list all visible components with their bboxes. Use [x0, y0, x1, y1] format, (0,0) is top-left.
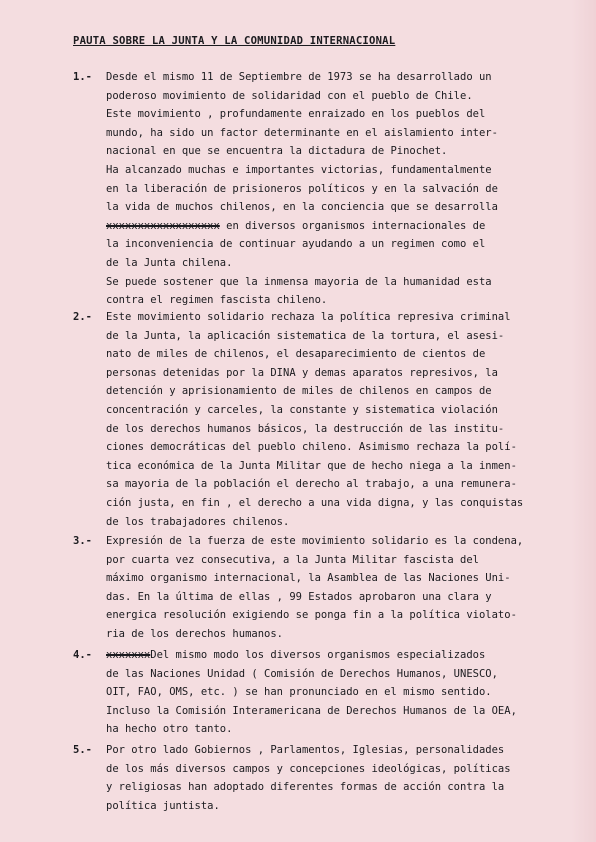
text-line: Incluso la Comisión Interamericana de Derechos Humanos de la OEA, [106, 704, 517, 717]
text-line: la vida de muchos chilenos, en la conciencia que se desarrolla [106, 201, 498, 214]
section-body [106, 646, 576, 739]
text-line: máximo organismo internacional, la Asamblea de las Naciones Uni- [106, 572, 511, 585]
text-line: de los trabajadores chilenos. [106, 515, 290, 528]
text-line: detención y aprisionamiento de miles de chilenos en campos de [106, 385, 492, 398]
section-number: 2.- [73, 311, 92, 323]
text-line: Ha alcanzado muchas e importantes victorias, fundamentalmente [106, 163, 492, 176]
text-line: ciones democráticas del pueblo chileno. Asimismo rechaza la polí- [106, 441, 517, 454]
section-number: 4.- [73, 649, 92, 661]
text-line: nacional en que se encuentra la dictadura de Pinochet. [106, 145, 448, 158]
text-line: das. En la última de ellas , 99 Estados aprobaron una clara y [106, 590, 492, 603]
text-line: ción justa, en fin , el derecho a una vida digna, y las conquistas [106, 496, 524, 509]
text-line: Expresión de la fuerza de este movimiento solidario es la condena, [106, 535, 524, 547]
text-line: xxxxxxxxxxxxxxxxxx en diversos organismos internacionales de [106, 219, 486, 232]
text-line: por cuarta vez consecutiva, a la Junta Militar fascista del [106, 553, 479, 566]
text-line: la inconveniencia de continuar ayudando a un regimen como el [106, 238, 486, 251]
text-line: ria de los derechos humanos. [106, 627, 284, 640]
text-line: y religiosas han adoptado diferentes formas de acción contra la [106, 781, 505, 794]
section-number: 3.- [73, 535, 92, 547]
text-line: de las Naciones Unidad ( Comisión de Derechos Humanos, UNESCO, [106, 667, 498, 680]
text-line: política juntista. [106, 799, 220, 812]
text-line: poderoso movimiento de solidaridad con el pueblo de Chile. [106, 89, 473, 102]
section-body [106, 532, 576, 644]
section-5 [73, 741, 576, 815]
text-line: de la Junta, la aplicación sistematica de la tortura, el asesi- [106, 329, 505, 342]
text-line: Se puede sostener que la inmensa mayoria de la humanidad esta [106, 275, 492, 288]
section-body [106, 741, 576, 815]
struck-out-text: xxxxxxxxxxxxxxxxxx [106, 219, 220, 232]
section-4 [73, 646, 576, 739]
text-line: mundo, ha sido un factor determinante en el aislamiento inter- [106, 126, 498, 139]
text-line: personas detenidas por la DINA y demas aparatos represivos, la [106, 366, 498, 379]
struck-out-text: xxxxxxx [106, 649, 151, 661]
text-line: contra el regimen fascista chileno. [106, 294, 328, 307]
text-line: sa mayoria de la población el derecho al trabajo, a una remunera- [106, 478, 517, 491]
text-line: energica resolución exigiendo se ponga fin a la política violato- [106, 609, 517, 622]
text-line: ha hecho otro tanto. [106, 723, 233, 736]
text-line: Este movimiento solidario rechaza la política represiva criminal [106, 311, 511, 323]
section-number: 1.- [73, 71, 92, 83]
text-line: en la liberación de prisioneros políticos y en la salvación de [106, 182, 498, 195]
text-line: xxxxxxxDel mismo modo los diversos organismos especializados [106, 649, 486, 661]
text-line: tica económica de la Junta Militar que de hecho niega a la inmen- [106, 459, 517, 472]
text-line: nato de miles de chilenos, el desaparecimiento de cientos de [106, 348, 486, 361]
text-line: Desde el mismo 11 de Septiembre de 1973 se ha desarrollado un [106, 71, 492, 83]
section-body [106, 308, 576, 531]
text-line: Este movimiento , profundamente enraizado en los pueblos del [106, 108, 486, 121]
section-3 [73, 532, 576, 644]
text-line: de los más diversos campos y concepciones ideológicas, políticas [106, 762, 511, 775]
section-number: 5.- [73, 744, 92, 756]
text-line: concentración y carceles, la constante y sistematica violación [106, 403, 498, 416]
section-2 [73, 308, 576, 531]
document-title: PAUTA SOBRE LA JUNTA Y LA COMUNIDAD INTERNACIONAL [73, 35, 396, 47]
text-line: de la Junta chilena. [106, 256, 233, 269]
text-line: OIT, FAO, OMS, etc. ) se han pronunciado en el mismo sentido. [106, 686, 492, 699]
page-edge-shadow [571, 0, 596, 842]
section-body [106, 68, 576, 310]
text-line: de los derechos humanos básicos, la destrucción de las institu- [106, 422, 505, 435]
section-1 [73, 68, 576, 310]
text-line: Por otro lado Gobiernos , Parlamentos, Iglesias, personalidades [106, 744, 505, 756]
